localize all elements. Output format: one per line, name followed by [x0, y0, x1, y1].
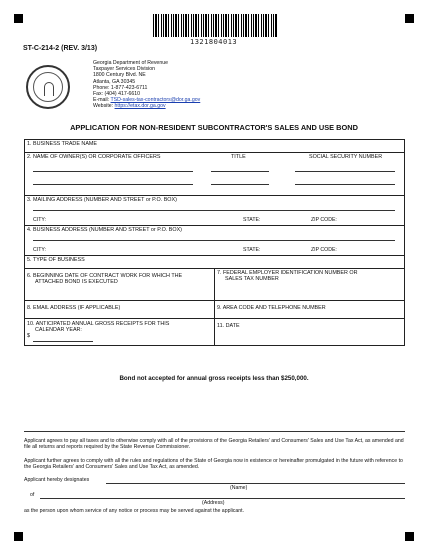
- telephone-field[interactable]: 9. AREA CODE AND TELEPHONE NUMBER: [215, 301, 405, 319]
- business-trade-name-field[interactable]: 1. BUSINESS TRADE NAME: [25, 140, 405, 153]
- application-form: [24, 139, 405, 346]
- name-caption: (Name): [230, 485, 248, 491]
- form-number: ST-C-214-2 (REV. 3/13): [23, 45, 98, 52]
- fein-field[interactable]: 7. FEDERAL EMPLOYER IDENTIFICATION NUMBER OR SALES TAX NUMBER: [215, 269, 405, 301]
- owners-field[interactable]: 2. NAME OF OWNER(S) OR CORPORATE OFFICERS TITLE SOCIAL SECURITY NUMBER: [25, 153, 405, 196]
- of-label: of: [30, 492, 35, 498]
- address-caption: (Address): [202, 500, 225, 506]
- type-of-business-field[interactable]: 5. TYPE OF BUSINESS: [25, 256, 405, 269]
- website-link[interactable]: https://etax.dor.ga.gov: [114, 103, 166, 110]
- business-address-field[interactable]: 4. BUSINESS ADDRESS (NUMBER AND STREET or P.O. BOX) CITY: STATE: ZIP CODE:: [25, 226, 405, 256]
- registration-mark-bottom-right: [405, 532, 414, 541]
- department-seal-icon: [26, 65, 70, 109]
- designee-name-line[interactable]: [106, 483, 405, 484]
- gross-receipts-field[interactable]: 10. ANTICIPATED ANNUAL GROSS RECEIPTS FOR THIS CALENDAR YEAR: $: [25, 319, 215, 346]
- designates-label: Applicant hereby designates: [24, 477, 90, 483]
- barcode: [153, 14, 278, 37]
- bond-minimum-note: Bond not accepted for annual gross receipts less than $250,000.: [119, 375, 309, 382]
- date-field[interactable]: 11. DATE: [215, 319, 405, 346]
- registration-mark-bottom-left: [14, 532, 23, 541]
- registration-mark-top-left: [14, 14, 23, 23]
- agency-address: Georgia Department of Revenue Taxpayer Services Division 1800 Century Blvd. NE Atlanta, GA 30345 Phone: 1-877-423-6711 Fax: (404) 417-6610 E-mail: TSD-sales-tax-contractors@dor.ga.gov Website: https://etax.dor.ga.gov: [93, 60, 201, 110]
- registration-mark-top-right: [405, 14, 414, 23]
- mailing-address-field[interactable]: 3. MAILING ADDRESS (NUMBER AND STREET or P.O. BOX) CITY: STATE: ZIP CODE:: [25, 196, 405, 226]
- designee-address-line[interactable]: [40, 498, 405, 499]
- contract-start-date-field[interactable]: 6. BEGINNING DATE OF CONTRACT WORK FOR WHICH THE ATTACHED BOND IS EXECUTED: [25, 269, 215, 301]
- agreement-paragraph-1: Applicant agrees to pay all taxes and to otherwise comply with all of the provisions of the Georgia Retailers' and Consumers' Sales and Use Tax Act, as amended and file all returns and reports required by the State Revenue Commissioner.: [24, 438, 404, 451]
- email-link[interactable]: TSD-sales-tax-contractors@dor.ga.gov: [110, 97, 201, 104]
- barcode-number: 1321804013: [190, 38, 238, 46]
- page-title: APPLICATION FOR NON-RESIDENT SUBCONTRACTOR'S SALES AND USE BOND: [70, 123, 358, 132]
- email-address-field[interactable]: 8. EMAIL ADDRESS (IF APPLICABLE): [25, 301, 215, 319]
- service-of-process-statement: as the person upon whom service of any notice or process may be served against the applicant.: [24, 508, 245, 514]
- section-divider: [24, 431, 405, 432]
- agreement-paragraph-2: Applicant further agrees to comply with all the rules and regulations of the State of Georgia now in existence or hereinafter promulgated in the future with reference to the Georgia Retailers' and Consumers' Sales and Use Tax Act, as amended.: [24, 458, 403, 471]
